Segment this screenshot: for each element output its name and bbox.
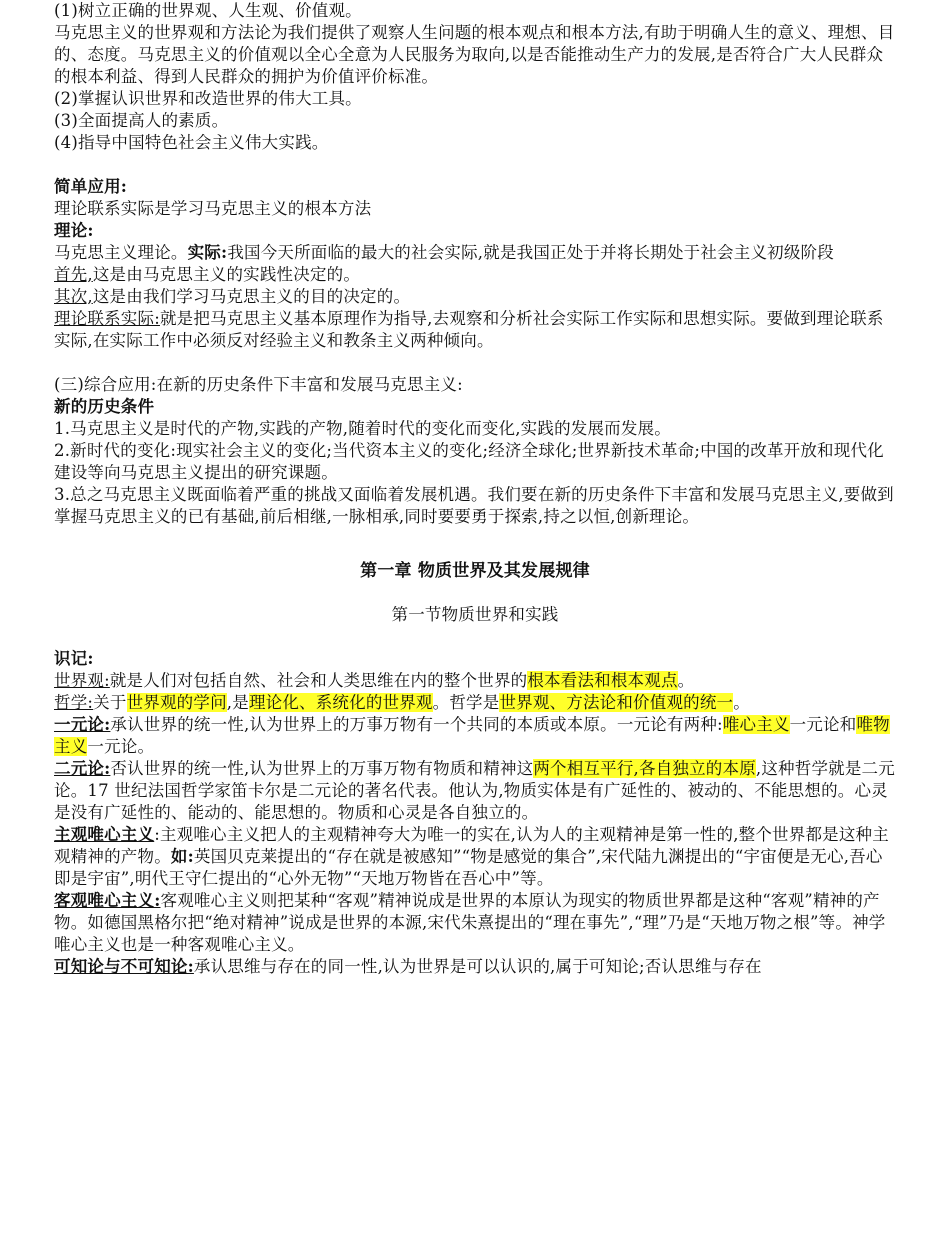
theory-text: 马克思主义理论。 (54, 243, 188, 262)
theory-paragraph (54, 242, 896, 264)
section-title: 第一节物质世界和实践 (391, 605, 559, 624)
condition-1: 1.马克思主义是时代的产物,实践的产物,随着时代的变化而变化,实践的发展而发展。 (54, 419, 671, 438)
memorize-heading: 识记: (54, 649, 94, 668)
dualism-highlight: 两个相互平行,各自独立的本原 (533, 759, 756, 778)
intro-item-4: (4)指导中国特色社会主义伟大实践。 (54, 133, 329, 152)
second-text: 这是由我们学习马克思主义的目的决定的。 (92, 287, 411, 306)
theory-practice-text: 就是把马克思主义基本原理作为指导,去观察和分析社会实际工作实际和思想实际。要做到理论联系实际,在实际工作中必须反对经验主义和教条主义两种倾向。 (54, 309, 884, 350)
philosophy-label: 哲学: (54, 693, 94, 712)
dualism-text: 否认世界的统一性,认为世界上的万事万物有物质和精神这 (110, 759, 534, 778)
knowability-text: 承认思维与存在的同一性,认为世界是可以认识的,属于可知论;否认思维与存在 (193, 957, 762, 976)
monism-text-2: 一元论和 (789, 715, 857, 734)
theory-practice-label: 理论联系实际: (54, 309, 160, 328)
monism-text: 承认世界的统一性,认为世界上的万事万物有一个共同的本质或本原。一元论有两种: (110, 715, 723, 734)
dualism-end: ,这种哲学就是二元论。17 世纪法国哲学家笛卡尔是二元论的著名代表。他认为,物质实体是有广延性的、被动的、不能思想的。心灵是没有广延性的、能动的、能思想的。物质和心灵是各自独立的。 (54, 759, 895, 822)
philosophy-text-2: ,是 (226, 693, 249, 712)
objective-idealism-definition (54, 890, 896, 956)
second-reason (54, 286, 896, 308)
worldview-highlight: 根本看法和根本观点 (527, 671, 678, 690)
philosophy-end: 。 (733, 693, 750, 712)
philosophy-text-1: 关于 (93, 693, 127, 712)
knowability-definition (54, 956, 896, 978)
dualism-label: 二元论: (54, 759, 111, 778)
knowability-label: 可知论与不可知论: (54, 957, 194, 976)
intro-item-3: (3)全面提高人的素质。 (54, 111, 229, 130)
practice-label: 实际: (187, 243, 228, 262)
theory-practice-definition (54, 308, 896, 352)
condition-3: 3.总之马克思主义既面临着严重的挑战又面临着发展机遇。我们要在新的历史条件下丰富和发展马克思主义,要做到掌握马克思主义的已有基础,前后相继,一脉相承,同时要要勇于探索,持之以恒,创新理论。 (54, 485, 894, 526)
monism-highlight-2: 唯物主义 (54, 715, 890, 756)
theory-label: 理论: (54, 221, 94, 240)
first-reason (54, 264, 896, 286)
worldview-text: 就是人们对包括自然、社会和人类思维在内的整个世界的 (109, 671, 528, 690)
philosophy-text-3: 。哲学是 (432, 693, 500, 712)
intro-item-1: (1)树立正确的世界观、人生观、价值观。 (54, 1, 362, 20)
philosophy-definition (54, 692, 896, 714)
monism-end: 一元论。 (87, 737, 155, 756)
worldview-label: 世界观: (54, 671, 110, 690)
first-text: 这是由马克思主义的实践性决定的。 (92, 265, 361, 284)
worldview-end: 。 (677, 671, 695, 690)
monism-label: 一元论: (54, 715, 111, 734)
comprehensive-heading: (三)综合应用:在新的历史条件下丰富和发展马克思主义: (54, 375, 463, 394)
objective-idealism-label: 客观唯心主义: (54, 891, 161, 910)
simple-application-heading: 简单应用: (54, 177, 128, 196)
philosophy-highlight-3: 世界观、方法论和价值观的统一 (499, 693, 734, 712)
second-label: 其次, (54, 287, 93, 306)
chapter-title: 第一章 物质世界及其发展规律 (360, 561, 590, 581)
condition-2: 2.新时代的变化:现实社会主义的变化;当代资本主义的变化;经济全球化;世界新技术革命;中国的改革开放和现代化建设等向马克思主义提出的研究课题。 (54, 441, 884, 482)
simple-application-line: 理论联系实际是学习马克思主义的根本方法 (54, 199, 372, 218)
subjective-idealism-text: :主观唯心主义把人的主观精神夸大为唯一的实在,认为人的主观精神是第一性的,整个世界都是这种主观精神的产物。 (54, 825, 889, 866)
intro-item-2: (2)掌握认识世界和改造世界的伟大工具。 (54, 89, 362, 108)
monism-highlight-1: 唯心主义 (722, 715, 790, 734)
subjective-idealism-examples: 英国贝克莱提出的“存在就是被感知”“物是感觉的集合”,宋代陆九渊提出的“宇宙便是无心,吾心即是宇宙”,明代王守仁提出的“心外无物”“天地万物皆在吾心中”等。 (54, 847, 883, 888)
historical-conditions-heading: 新的历史条件 (54, 397, 155, 416)
intro-item-1-body: 马克思主义的世界观和方法论为我们提供了观察人生问题的根本观点和根本方法,有助于明确人生的意义、理想、目的、态度。马克思主义的价值观以全心全意为人民服务为取向,以是否能推动生产力的发展,是否符合广大人民群众的根本利益、得到人民群众的拥护为价值评价标准。 (54, 23, 895, 86)
subjective-idealism-example-label: 如: (170, 847, 194, 866)
practice-text: 我国今天所面临的最大的社会实际,就是我国正处于并将长期处于社会主义初级阶段 (227, 243, 834, 262)
objective-idealism-text: 客观唯心主义则把某种“客观”精神说成是世界的本原认为现实的物质世界都是这种“客观”精神的产物。如德国黑格尔把“绝对精神”说成是世界的本源,宋代朱熹提出的“理在事先”,“理”乃是“天地万物之根”等。神学唯心主义也是一种客观唯心主义。 (54, 891, 886, 954)
philosophy-highlight-1: 世界观的学问 (126, 693, 227, 712)
dualism-definition (54, 758, 896, 824)
first-label: 首先, (54, 265, 93, 284)
philosophy-highlight-2: 理论化、系统化的世界观 (248, 693, 433, 712)
monism-definition (54, 714, 896, 758)
subjective-idealism-definition (54, 824, 896, 890)
subjective-idealism-label: 主观唯心主义 (54, 825, 155, 844)
worldview-definition (54, 670, 896, 692)
document-page (54, 0, 896, 978)
